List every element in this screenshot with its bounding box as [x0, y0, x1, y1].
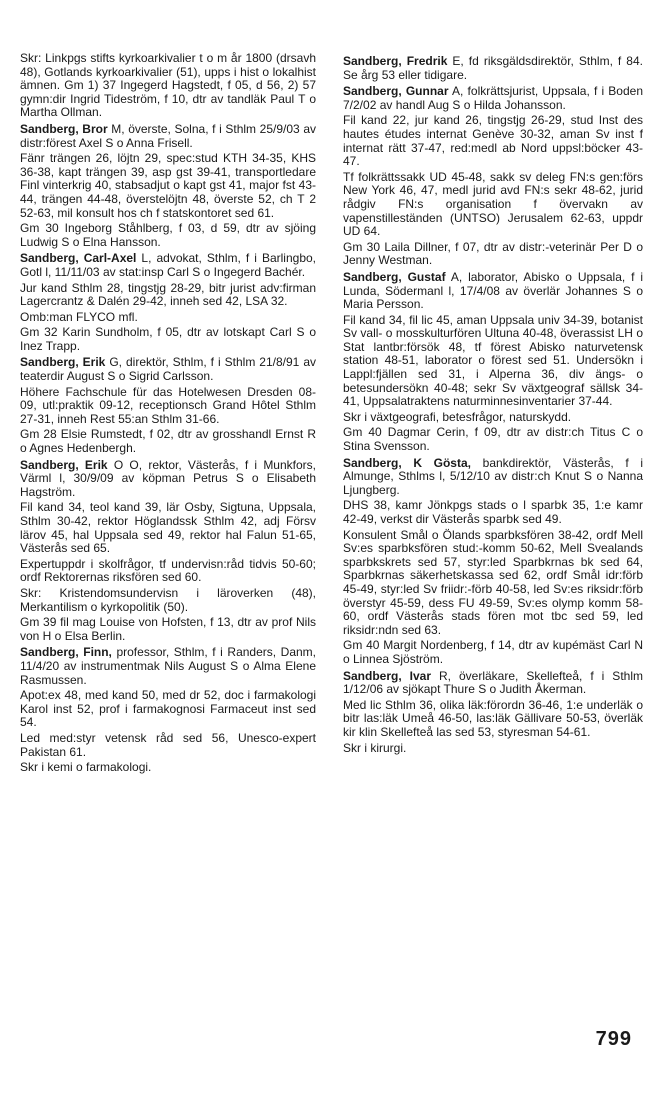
biography-paragraph [20, 616, 316, 643]
biography-paragraph [20, 282, 316, 309]
entry-text: Gm 40 Margit Nordenberg, f 14, dtr av kupémäst Carl N o Linnea Sjöström. [343, 638, 643, 666]
biography-entry [20, 356, 316, 383]
entry-text: Konsulent Smål o Ölands sparbksfören 38-42, ordf Mell Sv:es sparbksfören stud:-komm 50-62, Mell Svealands sparbkskrets sed 57, styr:led Sparbkrnas bk sed 64, Sparbkrnas säkerhetskassa sed 62, ordf Smål idr:förb 45-49, styr:led Sv friidr:-förb 40-58, led Sv:es riksidr:förb överstyr 45-59, dess FU 49-59, Sv:es olymp komm 58-60, ordf Västerås stads fören mot tbc sed 59, led riksidr:ndn sed 63. [343, 527, 643, 637]
biography-paragraph [20, 386, 316, 427]
entry-text: Omb:man FLYCO mfl. [20, 309, 138, 324]
biography-entry [343, 670, 643, 697]
entry-text: Gm 39 fil mag Louise von Hofsten, f 13, dtr av prof Nils von H o Elsa Berlin. [20, 615, 316, 643]
entry-name: Sandberg, Carl-Axel [20, 251, 137, 266]
entry-text: Fil kand 34, fil lic 45, aman Uppsala univ 34-39, botanist Sv vall- o mosskulturfören Ultuna 40-48, överassist LH o Stat lantbr:försök 48, tf förest Abisko naturvetensk station 48-51, laborator o förest sed 51. Undersökn i Lappl:fjällen sed 31, i Alperna 36, div ängs- o betesundersökn 40-48; sekr Sv växtgeograf sällsk 34-41, Uppsalatraktens naturminnesinventarier 37-44. [343, 312, 643, 409]
entry-text: Skr i kemi o farmakologi. [20, 760, 152, 775]
biography-paragraph [20, 501, 316, 555]
biography-paragraph [343, 314, 643, 409]
entry-text: E, fd riksgäldsdirektör, Sthlm, f 84. Se årg 53 eller tidigare. [343, 54, 643, 82]
entry-text: Skr: Kristendomsundervisn i läroverken (48), Merkantilism o kyrkopolitik (50). [20, 585, 316, 614]
biography-entry [343, 271, 643, 312]
biography-entry [343, 85, 643, 112]
biography-paragraph [20, 587, 316, 614]
entry-text: Gm 40 Dagmar Cerin, f 09, dtr av distr:ch Titus C o Stina Svensson. [343, 425, 643, 454]
entry-text: M, överste, Solna, f i Sthlm 25/9/03 av distr:förest Axel S o Anna Frisell. [20, 121, 316, 150]
entry-name: Sandberg, Bror [20, 121, 108, 136]
biography-paragraph [20, 52, 316, 120]
biography-paragraph [20, 152, 316, 220]
entry-text: Gm 32 Karin Sundholm, f 05, dtr av lotskapt Carl S o Inez Trapp. [20, 325, 316, 353]
entry-text: bankdirektör, Västerås, f i Almunge, Sthlms l, 5/12/10 av distr:ch Knut S o Nanna Ljungberg. [343, 455, 644, 497]
biography-entry [343, 457, 643, 498]
entry-text: R, överläkare, Skellefteå, f i Sthlm 1/12/06 av sjökapt Thure S o Judith Åkerman. [343, 668, 643, 697]
entry-name: Sandberg, Finn, [20, 645, 112, 660]
entry-text: Skr: Linkpgs stifts kyrkoarkivalier t o m år 1800 (drsavh 48), Gotlands kyrkoarkivalier (51), upps i hist o lokalhist ämnen. Gm 1) 37 Ingegerd Hagstedt, f 05, d 56, 2) 57 gymn:dir Ingrid Tideström, f 10, dtr av tandläk Paul T o Martha Ollman. [20, 51, 316, 120]
biography-paragraph [343, 241, 643, 268]
entry-text: Skr i växtgeografi, betesfrågor, naturskydd. [343, 409, 572, 424]
entry-text: Gm 30 Laila Dillner, f 07, dtr av distr:-veterinär Per D o Jenny Westman. [343, 239, 643, 268]
biography-paragraph [20, 761, 316, 775]
biography-paragraph [20, 558, 316, 585]
entry-text: A, laborator, Abisko o Uppsala, f i Lunda, Södermanl l, 17/4/08 av överlär Johannes S o Maria Persson. [343, 269, 644, 312]
entry-text: Gm 30 Ingeborg Ståhlberg, f 03, d 59, dtr av sjöing Ludwig S o Elna Hansson. [20, 221, 316, 249]
biography-entry [20, 459, 316, 500]
entry-text: L, advokat, Sthlm, f i Barlingbo, Gotl l, 11/11/03 av stat:insp Carl S o Ingegerd Bachér. [20, 251, 317, 279]
biography-paragraph [20, 732, 316, 759]
entry-text: A, folkrättsjurist, Uppsala, f i Boden 7/2/02 av handl Aug S o Hilda Johansson. [343, 84, 644, 112]
biography-paragraph [343, 529, 643, 638]
entry-text: Expertuppdr i skolfrågor, tf undervisn:råd tidvis 50-60; ordf Rektorernas riksfören sed 60. [20, 556, 316, 585]
entry-text: Skr i kirurgi. [343, 740, 407, 755]
biography-paragraph [343, 171, 643, 239]
biography-entry [20, 252, 316, 279]
entry-text: professor, Sthlm, f i Randers, Danm, 11/4/20 av instrumentmak Nils August S o Alma Elene Rasmussen. [20, 645, 316, 687]
entry-text: O O, rektor, Västerås, f i Munkfors, Värml l, 30/9/09 av köpman Petrus S o Elisabeth Hagström. [20, 457, 316, 499]
entry-name: Sandberg, Ivar [343, 668, 432, 683]
entry-text: DHS 38, kamr Jönkpgs stads o l sparbk 35, 1:e kamr 42-49, verkst dir Västerås sparbk sed 49. [343, 498, 643, 526]
biography-paragraph [343, 499, 643, 526]
left-column [20, 52, 316, 777]
entry-text: Gm 28 Elsie Rumstedt, f 02, dtr av grosshandl Ernst R o Agnes Hedenbergh. [20, 427, 316, 456]
entry-text: Med lic Sthlm 36, olika läk:förordn 36-46, 1:e underläk o bitr las:läk Umeå 46-50, las:läk Gällivare 50-53, överläk kir klin Skellefteå las sed 53, styresman 54-61. [343, 697, 643, 739]
entry-text: G, direktör, Sthlm, f i Sthlm 21/8/91 av teaterdir August S o Sigrid Carlsson. [20, 355, 316, 384]
entry-name: Sandberg, Gustaf [343, 269, 446, 284]
biography-paragraph [343, 742, 643, 756]
entry-text: Fänr trängen 26, löjtn 29, spec:stud KTH 34-35, KHS 36-38, kapt trängen 39, asp gst 39-41, transportledare Finl vinterkrig 40, stabsadjut o kapt gst 41, major fst 43-44, trängen 44-48, överstelöjtn 48, överste 52, ch T 2 52-63, mil konsult hos ch f statskontoret sed 61. [20, 151, 316, 220]
biography-paragraph [20, 428, 316, 455]
biography-entry [20, 646, 316, 687]
entry-text: Jur kand Sthlm 28, tingstjg 28-29, bitr jurist adv:firman Lagercrantz & Dalén 29-42, inneh sed 42, LSA 32. [20, 280, 316, 309]
entry-name: Sandberg, K Gösta, [343, 455, 471, 470]
entry-text: Fil kand 34, teol kand 39, lär Osby, Sigtuna, Uppsala, Sthlm 30-42, rektor Höglandssk Sthlm 42, adj Försv lärov 45, hal Uppsala sed 49, rektor hal Falun 51-65, Västerås sed 65. [20, 500, 316, 556]
entry-name: Sandberg, Erik [20, 355, 106, 370]
entry-name: Sandberg, Gunnar [343, 84, 449, 99]
biography-paragraph [343, 114, 643, 168]
biography-paragraph [343, 426, 643, 453]
biography-paragraph [343, 639, 643, 666]
entry-text: Höhere Fachschule für das Hotelwesen Dresden 08-09, utl:praktik 09-12, receptionsch Grand Hôtel Sthlm 27-31, inneh Rest 55:an Sthlm 31-66. [20, 384, 316, 426]
entry-name: Sandberg, Erik [20, 457, 108, 472]
biography-entry [20, 123, 316, 150]
biography-paragraph [343, 699, 643, 740]
entry-name: Sandberg, Fredrik [343, 54, 448, 68]
biography-paragraph [20, 222, 316, 249]
right-column [343, 52, 643, 757]
page-number: 799 [595, 1028, 632, 1050]
entry-text: Apot:ex 48, med kand 50, med dr 52, doc i farmakologi Karol inst 52, prof i farmakognosi Farmaceut inst sed 54. [20, 688, 316, 730]
biography-paragraph [343, 411, 643, 425]
entry-text: Fil kand 22, jur kand 26, tingstjg 26-29, stud Inst des hautes études internat Genève 30-32, aman Sv inst f internat rätt 37-47, red:medl ab Nord uppsl:böcker 43-47. [343, 113, 643, 169]
biography-paragraph [20, 311, 316, 325]
biography-paragraph [20, 326, 316, 353]
entry-text: Tf folkrättssakk UD 45-48, sakk sv deleg FN:s gen:förs New York 46, 47, medl jurid avd FN:s sekr 48-62, jurid rådgiv FN:s organisation f övervakn av vapenstilleständen (UNTSO) Jerusalem 62-63, uppdr UD 64. [343, 169, 643, 239]
biography-paragraph [20, 689, 316, 730]
entry-text: Led med:styr vetensk råd sed 56, Unesco-expert Pakistan 61. [20, 730, 316, 759]
biography-entry [343, 55, 643, 82]
